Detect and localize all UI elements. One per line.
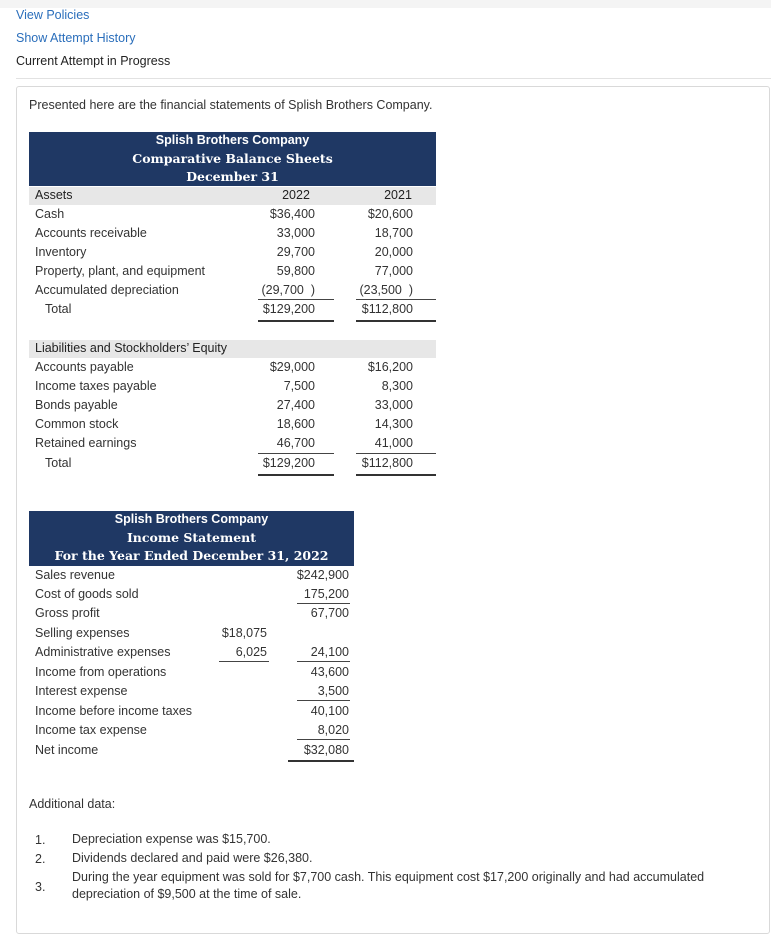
admin-inner-rule	[219, 661, 269, 662]
admin-outer-rule	[297, 661, 350, 662]
liab-row-label: Accounts payable	[35, 360, 134, 374]
liab-row-2022: 27,400	[276, 398, 315, 412]
item-3-number: 3.	[35, 880, 46, 894]
liab-row-label: Bonds payable	[35, 398, 118, 412]
liab-total-2022: $129,200	[262, 456, 315, 470]
liab-total-rule-2021	[356, 474, 436, 476]
is-row-label: Cost of goods sold	[35, 587, 139, 601]
is-row-label: Interest expense	[35, 684, 128, 698]
income-statement-header	[29, 511, 354, 566]
interest-rule	[297, 700, 350, 701]
liab-row-2021: $16,200	[367, 360, 413, 374]
is-row-outer: 8,020	[317, 723, 349, 737]
asset-row-2021: (23,500 )	[359, 283, 413, 297]
asset-row-label: Accounts receivable	[35, 226, 147, 240]
top-strip	[0, 0, 771, 8]
asset-row-label: Cash	[35, 207, 65, 221]
nav-divider	[16, 78, 771, 79]
income-statement-period: For the Year Ended December 31, 2022	[54, 548, 329, 563]
liab-row-2021: 41,000	[374, 436, 413, 450]
is-row-label: Income from operations	[35, 665, 167, 679]
liab-total-rule-2022	[258, 474, 334, 476]
assets-total-2021: $112,800	[361, 302, 413, 316]
is-row-inner: 6,025	[235, 645, 267, 659]
liab-row-2022: 18,600	[276, 417, 315, 431]
liab-total-label: Total	[45, 456, 72, 470]
income-statement-company: Splish Brothers Company	[114, 512, 269, 526]
is-row-outer: $242,900	[296, 568, 349, 582]
asset-row-2022: 33,000	[276, 226, 315, 240]
asset-row-2021: $20,600	[367, 207, 413, 221]
is-row-label: Income before income taxes	[35, 704, 193, 718]
item-1-number: 1.	[35, 833, 46, 847]
show-attempt-history-link[interactable]: Show Attempt History	[16, 31, 136, 45]
cogs-rule	[297, 603, 350, 604]
liab-subtotal-rule-2021	[356, 453, 436, 454]
liab-total-2021: $112,800	[361, 456, 413, 470]
assets-header: Assets	[35, 188, 73, 202]
is-row-label: Net income	[35, 743, 99, 757]
asset-row-2022: $36,400	[269, 207, 315, 221]
liab-row-2022: 46,700	[276, 436, 315, 450]
item-2-text: Dividends declared and paid were $26,380.	[72, 851, 313, 865]
liab-row-2021: 8,300	[381, 379, 413, 393]
asset-row-2021: 77,000	[374, 264, 413, 278]
assets-total-rule-2021	[356, 320, 436, 322]
assets-total-label: Total	[45, 302, 72, 316]
balance-sheet-header	[29, 132, 436, 186]
asset-row-label: Accumulated depreciation	[35, 283, 179, 297]
intro-text: Presented here are the financial statements of Splish Brothers Company.	[29, 98, 433, 112]
is-row-outer: 175,200	[303, 587, 349, 601]
is-row-label: Gross profit	[35, 606, 100, 620]
liab-row-2021: 33,000	[374, 398, 413, 412]
income-statement-title: Income Statement	[126, 530, 257, 545]
is-row-outer: 24,100	[310, 645, 349, 659]
assets-total-rule-2022	[258, 320, 334, 322]
asset-row-label: Property, plant, and equipment	[35, 264, 206, 278]
liab-row-label: Income taxes payable	[35, 379, 157, 393]
asset-row-label: Inventory	[35, 245, 87, 259]
is-row-outer: $32,080	[303, 743, 349, 757]
liab-row-2021: 14,300	[374, 417, 413, 431]
additional-data-title: Additional data:	[29, 797, 116, 811]
is-row-inner: $18,075	[221, 626, 267, 640]
is-row-outer: 40,100	[310, 704, 349, 718]
net-income-rule	[288, 760, 354, 762]
view-policies-link[interactable]: View Policies	[16, 8, 90, 22]
is-row-label: Selling expenses	[35, 626, 130, 640]
is-row-label: Sales revenue	[35, 568, 115, 582]
year-2022-header: 2022	[282, 188, 310, 202]
is-row-outer: 67,700	[310, 606, 349, 620]
assets-subtotal-rule-2021	[356, 299, 436, 300]
asset-row-2022: (29,700 )	[261, 283, 315, 297]
liab-row-2022: 7,500	[283, 379, 315, 393]
liab-header: Liabilities and Stockholders’ Equity	[35, 341, 228, 355]
balance-sheet-title: Comparative Balance Sheets	[132, 151, 333, 166]
assets-subtotal-rule-2022	[258, 299, 334, 300]
asset-row-2021: 18,700	[374, 226, 413, 240]
liab-subtotal-rule-2022	[258, 453, 334, 454]
is-row-label: Income tax expense	[35, 723, 147, 737]
is-row-outer: 3,500	[317, 684, 349, 698]
asset-row-2021: 20,000	[374, 245, 413, 259]
liab-row-label: Retained earnings	[35, 436, 137, 450]
balance-sheet-company: Splish Brothers Company	[155, 133, 310, 147]
year-2021-header: 2021	[384, 188, 412, 202]
balance-sheet-date: December 31	[186, 169, 279, 184]
item-2-number: 2.	[35, 852, 46, 866]
liab-row-2022: $29,000	[269, 360, 315, 374]
item-3-text: During the year equipment was sold for $7,700 cash. This equipment cost $17,200 originally and had accumulated depreciation of $9,500 at the time of sale.	[72, 870, 705, 901]
is-row-label: Administrative expenses	[35, 645, 171, 659]
current-attempt-label: Current Attempt in Progress	[16, 54, 171, 68]
assets-total-2022: $129,200	[262, 302, 315, 316]
item-1-text: Depreciation expense was $15,700.	[72, 832, 271, 846]
liab-row-label: Common stock	[35, 417, 119, 431]
is-row-outer: 43,600	[310, 665, 349, 679]
asset-row-2022: 59,800	[276, 264, 315, 278]
asset-row-2022: 29,700	[276, 245, 315, 259]
tax-rule	[297, 739, 350, 740]
